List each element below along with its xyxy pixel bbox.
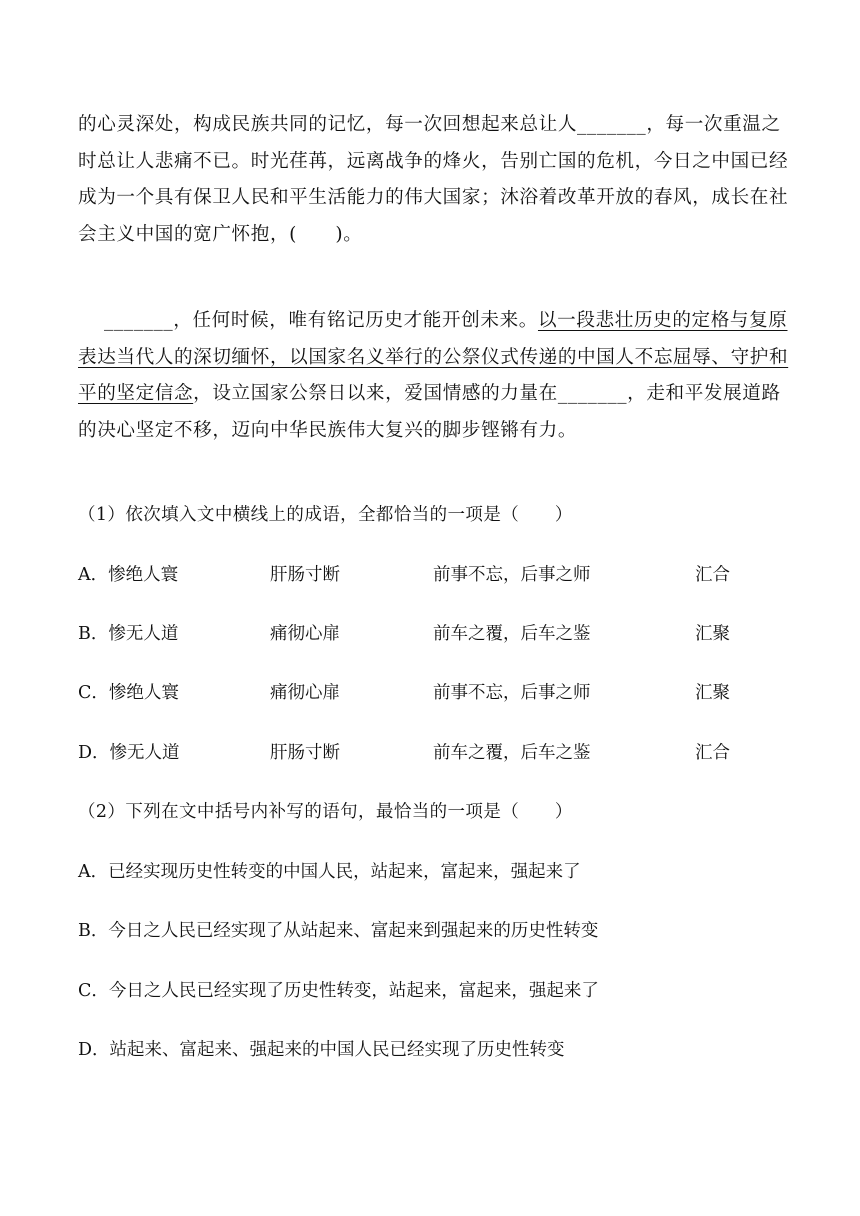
idiom-3: 前车之覆，后车之鉴	[433, 743, 591, 763]
question-1-option-b	[78, 620, 798, 648]
word-4: 汇合	[695, 565, 730, 585]
question-2-option-d: D．站起来、富起来、强起来的中国人民已经实现了历史性转变	[78, 1040, 565, 1060]
passage-paragraph-2	[78, 303, 790, 449]
word-4: 汇合	[695, 743, 730, 763]
question-2-stem: （2）下列在文中括号内补写的语句，最恰当的一项是（ ）	[78, 802, 573, 822]
passage-paragraph-1-text: 的心灵深处，构成民族共同的记忆，每一次回想起来总让人_______，每一次重温之时总让人悲痛不已。时光荏苒，远离战争的烽火，告别亡国的危机，今日之中国已经成为一个具有保卫人民和平生活能力的伟大国家；沐浴着改革开放的春风，成长在社会主义中国的宽广怀抱，( )。	[78, 114, 789, 245]
idiom-3: 前车之覆，后车之鉴	[433, 624, 591, 644]
idiom-3: 前事不忘，后事之师	[433, 565, 591, 585]
idiom-1: 惨无人道	[109, 743, 180, 763]
question-2-option-b: B．今日之人民已经实现了从站起来、富起来到强起来的历史性转变	[78, 921, 599, 941]
question-1-option-d	[78, 739, 798, 767]
passage-paragraph-2-start: _______，任何时候，唯有铭记历史才能开创未来。	[104, 310, 538, 331]
idiom-1: 惨绝人寰	[108, 565, 179, 585]
question-1-option-c	[78, 679, 798, 707]
underlined-sentence: 以一段悲壮历史的定格与复原表达当代人的深切缅怀，以国家名义举行的公祭仪式传递的中国人不忘屈辱、守护和平的坚定信念	[78, 310, 789, 404]
idiom-1: 惨绝人寰	[108, 683, 179, 703]
idiom-3: 前事不忘，后事之师	[433, 683, 591, 703]
question-2-option-a: A．已经实现历史性转变的中国人民，站起来，富起来，强起来了	[78, 862, 581, 882]
option-c-letter-and-idiom-1	[78, 679, 179, 707]
idiom-1: 惨无人道	[108, 624, 179, 644]
passage-paragraph-1	[78, 107, 790, 253]
word-4: 汇聚	[695, 624, 730, 644]
question-2-option-c: C．今日之人民已经实现了历史性转变，站起来，富起来，强起来了	[78, 981, 599, 1001]
passage-paragraph-2-end: ，设立国家公祭日以来，爱国情感的力量在_______，走和平发展道路的决心坚定不移，迈向中华民族伟大复兴的脚步铿锵有力。	[78, 383, 781, 441]
option-a-letter-and-idiom-1	[78, 561, 178, 589]
option-letter: D．	[78, 743, 110, 763]
option-letter: B．	[78, 624, 109, 644]
idiom-2: 痛彻心扉	[270, 624, 340, 644]
idiom-2: 肝肠寸断	[270, 743, 340, 763]
option-b-letter-and-idiom-1	[78, 620, 178, 648]
option-letter: A．	[78, 565, 109, 585]
option-letter: C．	[78, 683, 109, 703]
question-1-stem: （1）依次填入文中横线上的成语，全都恰当的一项是（ ）	[78, 505, 573, 525]
question-1-option-a	[78, 561, 798, 589]
idiom-2: 肝肠寸断	[270, 565, 340, 585]
word-4: 汇聚	[695, 683, 730, 703]
idiom-2: 痛彻心扉	[270, 683, 340, 703]
option-d-letter-and-idiom-1	[78, 739, 180, 767]
